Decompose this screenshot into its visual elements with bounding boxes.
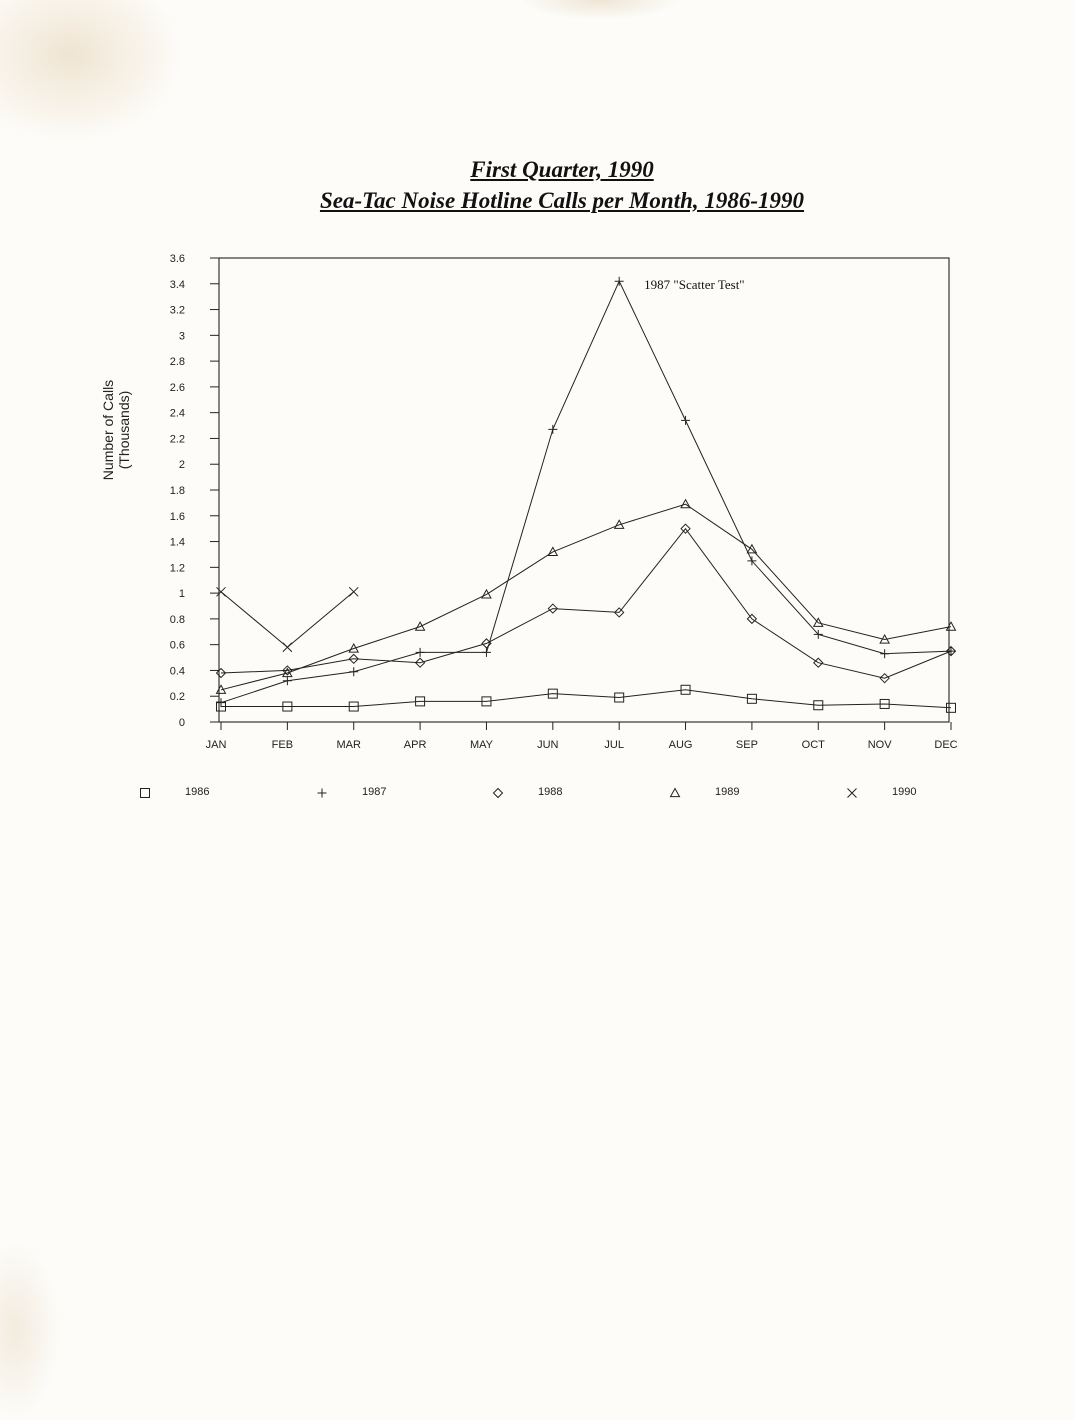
legend-item-1987 [318, 786, 387, 798]
legend-item-1989 [671, 786, 740, 798]
marker-diamond [494, 789, 503, 798]
y-tick-label: 0.6 [169, 639, 185, 652]
series-1989 [217, 500, 956, 694]
legend-label: 1986 [185, 786, 210, 798]
y-tick-label: 1 [178, 588, 185, 601]
y-tick-label: 3 [178, 330, 185, 343]
x-tick-label: APR [403, 739, 427, 751]
legend-item-1990 [848, 786, 917, 798]
marker-plus [283, 676, 292, 685]
marker-plus [482, 648, 491, 657]
series-line-1990 [221, 592, 354, 647]
series-layer [217, 277, 956, 713]
legend-item-1988 [494, 786, 563, 798]
marker-plus [880, 649, 889, 658]
marker-plus [217, 698, 226, 707]
x-tick-label: NOV [867, 739, 892, 751]
marker-plus [416, 648, 425, 657]
y-tick-label: 0.4 [169, 665, 185, 678]
y-tick-label: 2 [178, 459, 185, 472]
x-tick-label: AUG [668, 739, 693, 751]
legend-label: 1989 [715, 786, 740, 798]
series-1986 [217, 685, 956, 712]
marker-square [141, 789, 150, 798]
y-tick-label: 3.4 [169, 278, 185, 291]
series-1988 [217, 524, 956, 683]
series-line-1986 [221, 690, 951, 708]
marker-plus [615, 277, 624, 286]
y-tick-label: 0.8 [169, 613, 185, 626]
chart-title: First Quarter, 1990 [470, 157, 654, 182]
x-tick-label: JUN [537, 739, 559, 751]
y-tick-label: 3.2 [169, 304, 185, 317]
marker-x [283, 643, 292, 652]
y-tick-label: 1.4 [169, 536, 185, 549]
marker-plus [349, 667, 358, 676]
x-tick-label: JUL [604, 739, 624, 751]
y-tick-label: 2.6 [169, 381, 185, 394]
y-tick-label: 2.4 [169, 407, 185, 420]
y-tick-label: 0 [178, 717, 185, 729]
marker-triangle [947, 622, 956, 630]
annotation-layer [644, 277, 744, 292]
y-tick-label: 2.8 [169, 356, 185, 369]
marker-plus [548, 425, 557, 434]
marker-triangle [671, 789, 680, 797]
y-tick-label: 1.6 [169, 510, 185, 523]
marker-x [349, 587, 358, 596]
x-tick-label: SEP [735, 739, 758, 751]
legend [141, 786, 917, 798]
annotation-label: 1987 "Scatter Test" [644, 277, 745, 293]
chart-subtitle: Sea-Tac Noise Hotline Calls per Month, 1986-1990 [319, 188, 805, 213]
y-tick-label: 1.8 [169, 485, 185, 497]
x-tick-label: FEB [271, 739, 294, 751]
marker-plus [681, 416, 690, 425]
y-tick-label: 0.2 [169, 691, 185, 704]
x-tick-label: MAY [469, 739, 493, 751]
legend-label: 1990 [892, 786, 917, 798]
y-axis-title-line2: (Thousands) [116, 390, 132, 470]
x-tick-label: JAN [205, 739, 227, 751]
x-tick-label: DEC [934, 739, 958, 751]
legend-item-1986 [141, 786, 210, 798]
y-axis-title-line1: Number of Calls [100, 379, 116, 481]
x-tick-label: OCT [801, 739, 825, 751]
legend-label: 1988 [538, 786, 563, 798]
series-1990 [217, 587, 359, 651]
marker-plus [318, 789, 327, 798]
y-tick-label: 1.2 [169, 562, 185, 575]
series-line-1988 [221, 529, 951, 679]
series-line-1987 [221, 281, 951, 703]
legend-label: 1987 [362, 786, 387, 798]
x-tick-label: MAR [336, 739, 361, 751]
y-tick-label: 3.6 [169, 253, 185, 265]
series-line-1989 [221, 504, 951, 690]
plot-frame [219, 258, 949, 722]
marker-x [217, 587, 226, 596]
series-1987 [217, 277, 956, 707]
y-tick-label: 2.2 [169, 433, 185, 446]
marker-x [848, 789, 857, 798]
